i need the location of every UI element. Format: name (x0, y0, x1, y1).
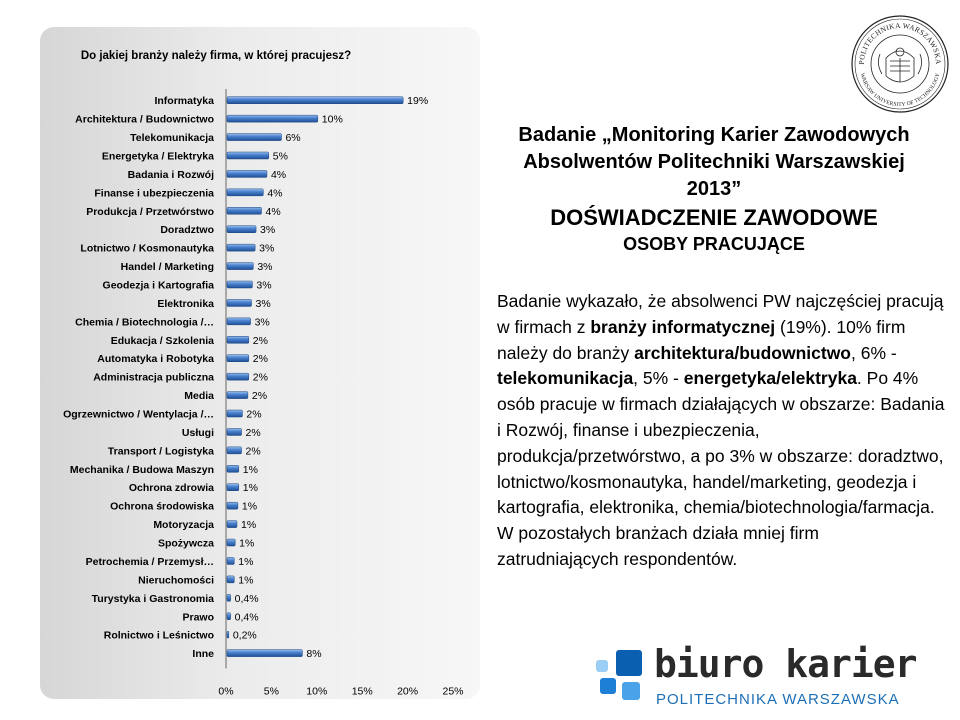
data-label: 6% (285, 132, 301, 145)
data-label: 2% (252, 371, 268, 384)
bar (227, 189, 263, 196)
data-label: 4% (267, 187, 283, 200)
university-seal (850, 14, 950, 114)
category-label: Ochrona zdrowia (128, 482, 214, 495)
bar (227, 207, 262, 214)
data-label: 10% (321, 113, 343, 126)
category-label: Petrochemia / Przemysł… (85, 555, 214, 568)
data-label: 2% (245, 426, 261, 439)
category-label: Energetyka / Elektryka (101, 150, 214, 163)
bar-chart (40, 27, 480, 699)
category-label: Administracja publiczna (93, 371, 214, 384)
data-label: 19% (407, 95, 429, 108)
category-label: Architektura / Budownictwo (75, 113, 214, 126)
bar (227, 97, 403, 104)
category-label: Mechanika / Budowa Maszyn (69, 463, 214, 476)
bar (227, 465, 239, 472)
logo-subtitle: POLITECHNIKA WARSZAWSKA (656, 691, 900, 708)
headline (494, 122, 934, 256)
seal-bottom-text: WARSAW UNIVERSITY OF TECHNOLOGY (858, 72, 942, 109)
category-label: Turystyka i Gastronomia (91, 592, 214, 605)
category-label: Telekomunikacja (130, 132, 214, 145)
category-label: Informatyka (154, 95, 214, 108)
bar (227, 115, 318, 122)
data-label: 1% (238, 555, 254, 568)
logo-square (622, 682, 640, 700)
data-label: 5% (272, 150, 288, 163)
category-label: Usługi (181, 426, 214, 439)
data-label: 3% (259, 242, 275, 255)
bar (227, 410, 242, 417)
bar (227, 594, 231, 601)
seal-top-text: POLITECHNIKA WARSZAWSKA (856, 20, 944, 65)
data-label: 0,4% (234, 592, 259, 605)
bar (227, 576, 234, 583)
bar (227, 502, 238, 509)
x-tick-label: 5% (263, 685, 279, 698)
category-label: Lotnictwo / Kosmonautyka (80, 242, 214, 255)
bar (227, 613, 231, 620)
category-label: Badania i Rozwój (127, 168, 214, 181)
category-label: Edukacja / Szkolenia (110, 334, 214, 347)
category-label: Handel / Marketing (120, 261, 214, 274)
category-label: Transport / Logistyka (107, 445, 214, 458)
category-label: Elektronika (157, 297, 214, 310)
data-label: 3% (260, 224, 276, 237)
bar (227, 244, 255, 251)
data-label: 1% (240, 519, 257, 532)
bar (227, 557, 234, 564)
bar (227, 226, 256, 233)
bar (227, 447, 242, 454)
data-label: 2% (246, 408, 262, 421)
data-label: 0,2% (232, 629, 257, 642)
data-label: 8% (306, 648, 322, 661)
bar (227, 134, 281, 141)
x-tick-label: 20% (397, 685, 419, 698)
bar (227, 336, 249, 343)
bar (227, 299, 252, 306)
data-label: 1% (242, 482, 258, 495)
data-label: 1% (238, 574, 254, 587)
data-label: 2% (252, 353, 268, 366)
data-label: 3% (256, 279, 272, 292)
data-label: 1% (241, 500, 258, 513)
chart-panel (40, 27, 480, 699)
category-label: Ochrona środowiska (110, 500, 214, 513)
bar (227, 263, 253, 270)
x-tick-label: 10% (306, 685, 328, 698)
survey-title: Badanie „Monitoring Karier Zawodowych Absolwentów Politechniki Warszawskiej 2013” (518, 124, 910, 200)
logo-square (616, 650, 642, 676)
section-title: DOŚWIADCZENIE ZAWODOWE (550, 205, 878, 230)
bar (227, 170, 267, 177)
category-label: Rolnictwo i Leśnictwo (103, 629, 214, 642)
bar (227, 521, 237, 528)
bar (227, 539, 235, 546)
logo-squares-icon (596, 650, 644, 702)
data-label: 3% (254, 316, 270, 329)
category-label: Produkcja / Przetwórstwo (86, 205, 214, 218)
category-label: Geodezja i Kartografia (102, 279, 214, 292)
bar (227, 392, 248, 399)
bar (227, 484, 239, 491)
data-label: 2% (245, 445, 261, 458)
logo-square (596, 660, 608, 672)
data-label: 3% (257, 261, 273, 274)
subtitle: OSOBY PRACUJĄCE (623, 234, 805, 254)
bar (227, 281, 252, 288)
career-office-logo (596, 642, 917, 712)
x-tick-label: 0% (218, 685, 234, 698)
chart-title: Do jakiej branży należy firma, w której pracujesz? (80, 50, 352, 62)
data-label: 4% (265, 205, 281, 218)
category-label: Nieruchomości (138, 574, 214, 587)
category-label: Prawo (182, 611, 214, 624)
category-label: Doradztwo (160, 224, 214, 237)
logo-title: biuro karier (654, 642, 917, 686)
data-label: 0,4% (234, 611, 259, 624)
data-label: 2% (252, 334, 268, 347)
bar (227, 152, 269, 159)
bar (227, 428, 242, 435)
data-label: 1% (239, 537, 255, 550)
description-paragraph: Badanie wykazało, że absolwenci PW najczęściej pracują w firmach z branży informatycznej (19%). 10% firm należy do branży architektura/budownictwo, 6% - telekomunikacja, 5% - energetyka/elektryka. Po 4% osób pracuje w firmach działających w obszarze: Badania i Rozwój, finanse i ubezpieczenia, produkcja/przetwórstwo, a po 3% w obszarze: doradztwo, lotnictwo/kosmonautyka, handel/marketing, geodezja i kartografia, elektronika, chemia/biotechnologia/farmacja. W pozostałych branżach działa mniej firm zatrudniających respondentów. (497, 291, 945, 569)
data-label: 4% (270, 168, 287, 181)
category-label: Finanse i ubezpieczenia (94, 187, 214, 200)
bar (227, 373, 249, 380)
bar (227, 318, 251, 325)
logo-square (600, 678, 616, 694)
category-label: Inne (192, 648, 214, 661)
data-label: 2% (251, 390, 268, 403)
bar (227, 631, 229, 638)
category-label: Spożywcza (157, 537, 214, 550)
data-label: 3% (255, 297, 271, 310)
data-label: 1% (242, 463, 258, 476)
category-label: Chemia / Biotechnologia /… (75, 316, 214, 329)
bar (227, 650, 302, 657)
category-label: Automatyka i Robotyka (97, 353, 214, 366)
x-tick-label: 15% (351, 685, 373, 698)
category-label: Ogrzewnictwo / Wentylacja /… (63, 408, 214, 421)
category-label: Media (184, 390, 214, 403)
category-label: Motoryzacja (153, 519, 214, 532)
bar (227, 355, 249, 362)
x-tick-label: 25% (442, 685, 464, 698)
